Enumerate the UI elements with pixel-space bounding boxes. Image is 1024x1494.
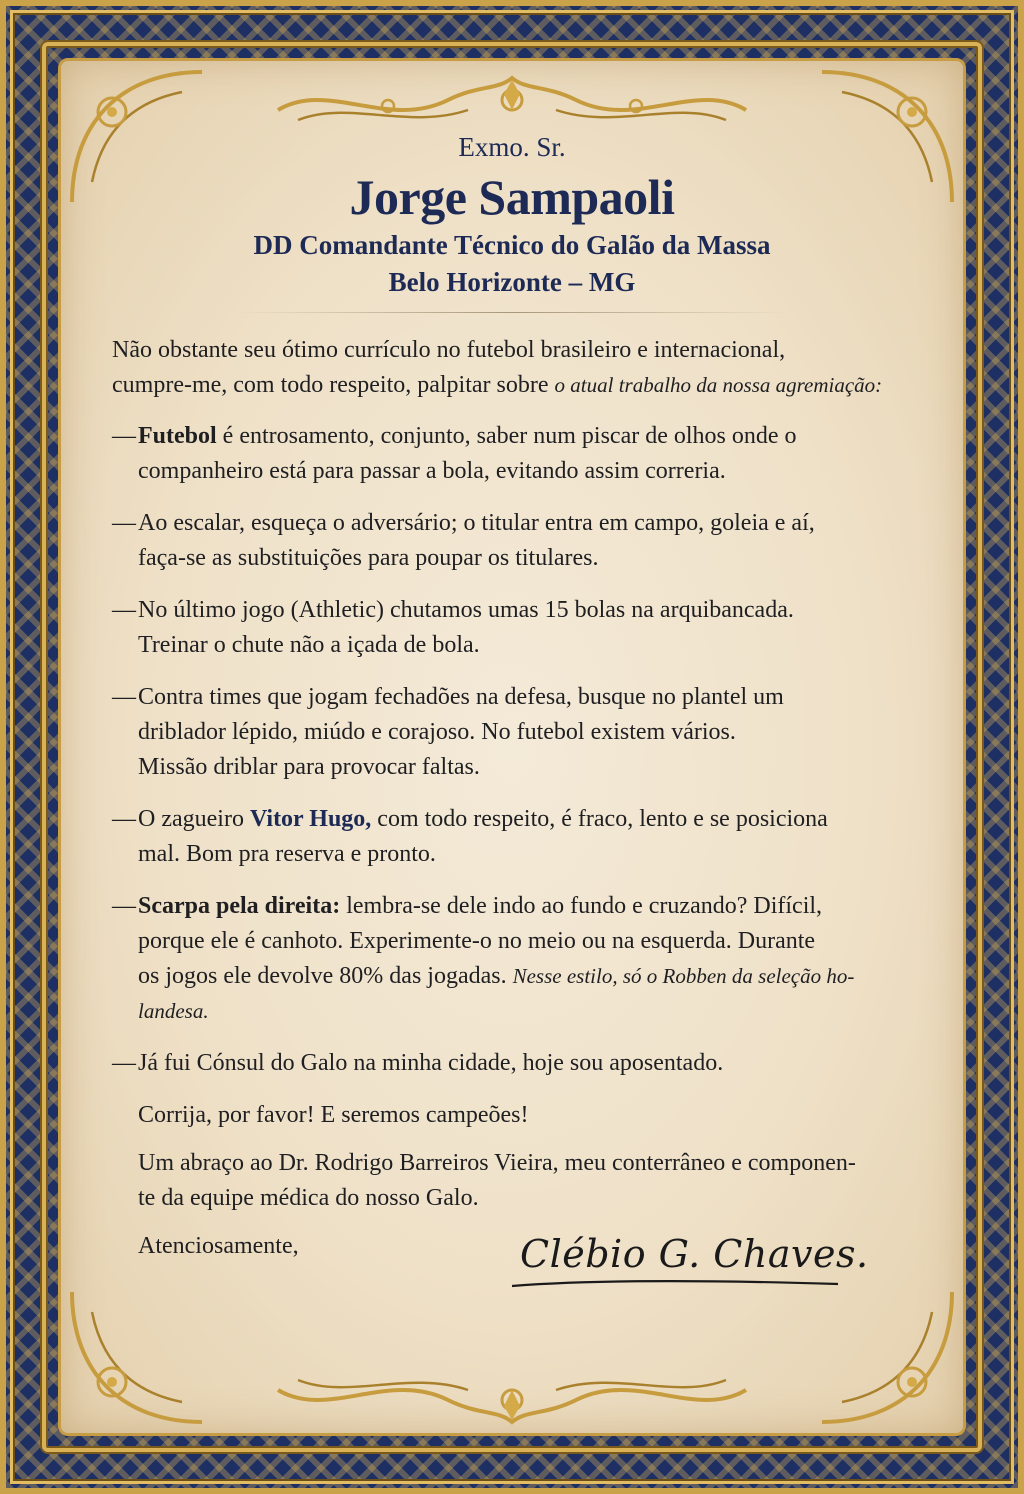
recipient-name: Jorge Sampaoli: [349, 169, 675, 225]
item-text: é entrosamento, conjunto, saber num piscar de olhos onde o: [216, 423, 797, 449]
intro-line: cumpre-me, com todo respeito, palpitar sobre: [112, 372, 555, 398]
item-text: Ao escalar, esqueça o adversário; o titular entra em campo, goleia e aí,: [138, 510, 815, 536]
item-text: No último jogo (Athletic) chutamos umas 15 bolas na arquibancada.: [138, 597, 794, 623]
signature: [508, 1228, 869, 1298]
item-text: lembra-se dele indo ao fundo e cruzando? Difícil,: [340, 893, 823, 919]
item-keyword: Scarpa pela direita:: [138, 893, 341, 919]
item-text: Missão driblar para provocar faltas.: [138, 754, 480, 780]
signature-underline-icon: [508, 1276, 848, 1292]
list-item: [112, 1046, 912, 1081]
intro-italic: o atual trabalho da nossa agremiação:: [554, 373, 883, 397]
list-item: [112, 593, 912, 663]
list-item: [112, 680, 912, 785]
item-text: companheiro está para passar a bola, evitando assim correria.: [138, 458, 726, 484]
intro-paragraph: [112, 333, 912, 403]
dash-bullet: —: [112, 510, 136, 536]
recipient-city: Belo Horizonte – MG: [388, 267, 636, 297]
closing-plea: Corrija, por favor! E seremos campeões!: [138, 1102, 529, 1128]
item-text: faça-se as substituições para poupar os titulares.: [138, 545, 599, 571]
letter-body: [112, 333, 912, 1277]
closing-text: te da equipe médica do nosso Galo.: [138, 1185, 479, 1211]
item-text: os jogos ele devolve 80% das jogadas.: [138, 963, 513, 989]
item-text: mal. Bom pra reserva e pronto.: [138, 841, 436, 867]
list-item: [112, 506, 912, 576]
dash-bullet: —: [112, 423, 136, 449]
item-text: driblador lépido, miúdo e corajoso. No futebol existem vários.: [138, 719, 736, 745]
player-name: Vitor Hugo,: [249, 806, 372, 832]
item-text: com todo respeito, é fraco, lento e se posiciona: [371, 806, 828, 832]
corner-scroll-bottom-left-icon: [62, 1282, 212, 1432]
list-item: [112, 889, 912, 1029]
dash-bullet: —: [112, 806, 136, 832]
list-item: [112, 802, 912, 872]
item-text: Já fui Cónsul do Galo na minha cidade, hoje sou aposentado.: [138, 1050, 724, 1076]
dash-bullet: —: [112, 893, 136, 919]
header-divider: [236, 312, 788, 313]
item-keyword: Futebol: [138, 423, 217, 449]
item-italic: Nesse estilo, só o Robben da seleção ho-: [512, 964, 855, 988]
intro-line: Não obstante seu ótimo currículo no futebol brasileiro e internacional,: [112, 337, 786, 363]
dash-bullet: —: [112, 684, 136, 710]
recipient-title: DD Comandante Técnico do Galão da Massa: [253, 230, 771, 260]
closing-greeting: [112, 1146, 912, 1216]
item-italic: landesa.: [138, 999, 209, 1023]
corner-scroll-bottom-right-icon: [812, 1282, 962, 1432]
bottom-ornament-icon: [268, 1360, 756, 1430]
item-text: porque ele é canhoto. Experimente-o no meio ou na esquerda. Durante: [138, 928, 816, 954]
salutation: Exmo. Sr.: [458, 132, 566, 162]
list-item: [112, 419, 912, 489]
dash-bullet: —: [112, 597, 136, 623]
dash-bullet: —: [112, 1050, 136, 1076]
item-text: Treinar o chute não a içada de bola.: [138, 632, 480, 658]
top-ornament-icon: [268, 70, 756, 140]
closing-text: Um abraço ao Dr. Rodrigo Barreiros Vieira, meu conterrâneo e componen-: [138, 1150, 856, 1176]
signoff: Atenciosamente,: [138, 1233, 299, 1259]
item-text: O zagueiro: [138, 806, 250, 832]
signature-text: Clébio G. Chaves.: [520, 1232, 869, 1276]
item-text: Contra times que jogam fechadões na defesa, busque no plantel um: [138, 684, 784, 710]
